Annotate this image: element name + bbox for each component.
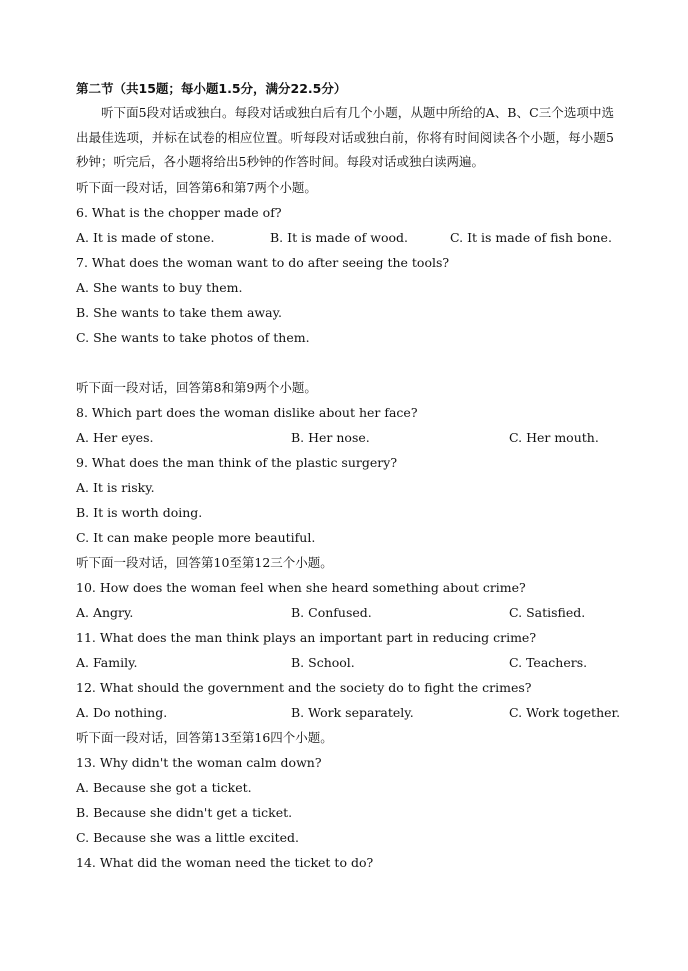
option-c: C. Work together. [509,704,621,720]
group-intro: 听下面一段对话，回答第8和第9两个小题。 [76,379,317,395]
option-b: B. Her nose. [291,429,370,445]
group-intro: 听下面一段对话，回答第13至第16四个小题。 [76,729,333,745]
question-12: 12. What should the government and the society do to fight the crimes? [76,679,532,695]
group-intro: 听下面一段对话，回答第10至第12三个小题。 [76,554,333,570]
options-row [76,600,614,625]
question-9: 9. What does the man think of the plastic surgery? [76,454,398,470]
options-row [76,225,614,250]
dialogue-group-1 [76,175,614,350]
option-a: A. Because she got a ticket. [76,779,252,795]
question-6: 6. What is the chopper made of? [76,204,282,220]
option-c: C. Satisfied. [509,604,586,620]
option-a: A. Angry. [76,604,134,620]
question-13: 13. Why didn't the woman calm down? [76,754,322,770]
dialogue-group-3 [76,550,621,725]
option-a: A. It is risky. [76,479,155,495]
option-b: B. Because she didn't get a ticket. [76,804,293,820]
option-b: B. It is made of wood. [270,229,408,245]
options-row [76,700,621,725]
option-b: B. She wants to take them away. [76,304,282,320]
question-10: 10. How does the woman feel when she heard something about crime? [76,579,526,595]
option-b: B. School. [291,654,355,670]
option-a: A. It is made of stone. [76,229,215,245]
exam-page [76,76,621,875]
question-14: 14. What did the woman need the ticket to do? [76,854,374,870]
dialogue-group-2 [76,375,614,550]
option-b: B. It is worth doing. [76,504,203,520]
spacer [76,350,614,375]
option-c: C. It can make people more beautiful. [76,529,316,545]
question-11: 11. What does the man think plays an important part in reducing crime? [76,629,537,645]
option-c: C. Her mouth. [509,429,599,445]
question-7: 7. What does the woman want to do after seeing the tools? [76,254,450,270]
section-title: 第二节（共15题；每小题1.5分，满分22.5分） [76,81,347,96]
option-a: A. She wants to buy them. [76,279,243,295]
option-c: C. Because she was a little excited. [76,829,299,845]
options-row [76,650,614,675]
option-b: B. Confused. [291,604,372,620]
option-a: A. Family. [76,654,138,670]
option-c: C. It is made of fish bone. [450,229,612,245]
option-a: A. Do nothing. [76,704,168,720]
group-intro: 听下面一段对话，回答第6和第7两个小题。 [76,179,317,195]
options-row [76,425,614,450]
option-c: C. She wants to take photos of them. [76,329,310,345]
option-c: C. Teachers. [509,654,588,670]
section-instructions: 听下面5段对话或独白。每段对话或独白后有几个小题，从题中所给的A、B、C三个选项中选出最佳选项，并标在试卷的相应位置。听每段对话或独白前，你将有时间阅读各个小题，每小题5秒钟；听完后，各小题将给出5秒钟的作答时间。每段对话或独白读两遍。 [76,105,614,169]
option-a: A. Her eyes. [76,429,154,445]
question-8: 8. Which part does the woman dislike about her face? [76,404,418,420]
option-b: B. Work separately. [291,704,414,720]
dialogue-group-4 [76,725,614,875]
